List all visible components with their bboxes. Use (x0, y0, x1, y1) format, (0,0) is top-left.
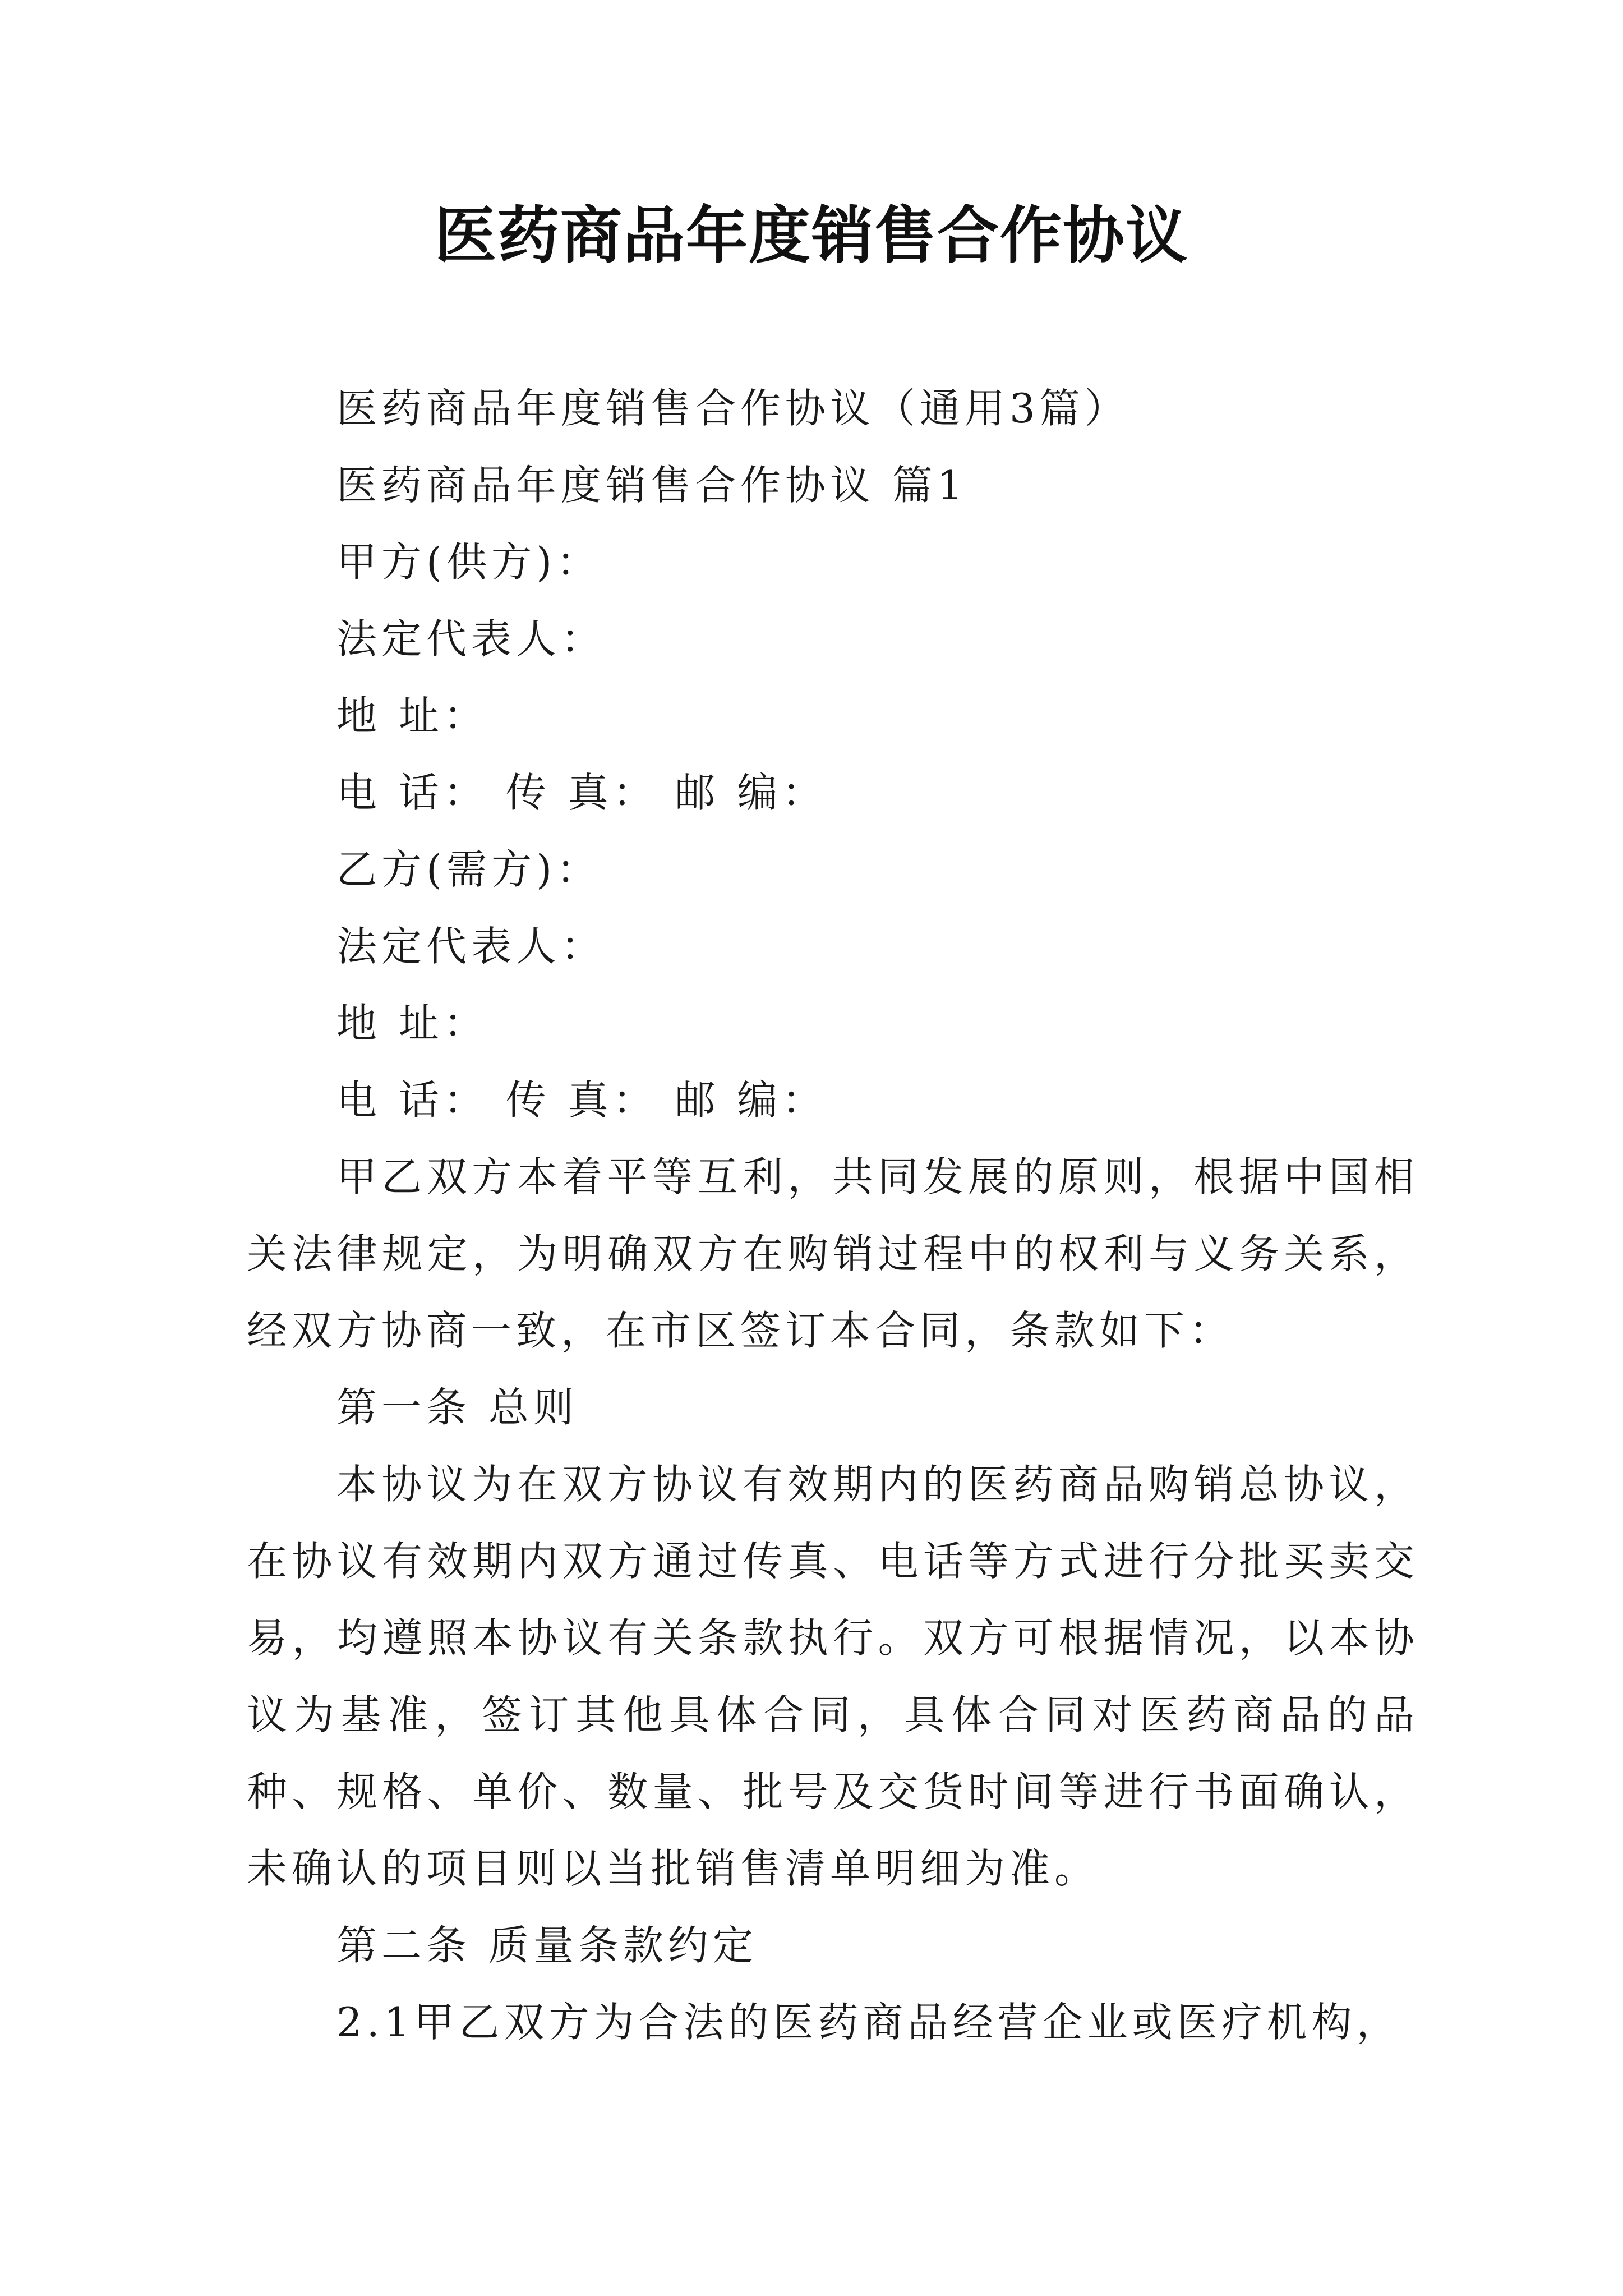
article1-heading: 第一条 总则 (336, 1384, 578, 1431)
part-heading: 医药商品年度销售合作协议 篇1 (336, 462, 967, 509)
document-subtitle: 医药商品年度销售合作协议（通用3篇） (336, 385, 1129, 432)
party-b-label: 乙方(需方)： (336, 846, 602, 893)
party-b-contact: 电 话： 传 真： 邮 编： (336, 1076, 827, 1124)
party-a-contact: 电 话： 传 真： 邮 编： (336, 769, 827, 816)
party-a-address: 地 址： (336, 692, 488, 739)
article2-heading: 第二条 质量条款约定 (336, 1922, 758, 1969)
party-a-label: 甲方(供方)： (336, 539, 602, 586)
article2-item1: 2.1甲乙双方为合法的医药商品经营企业或医疗机构， (336, 1999, 1401, 2046)
party-b-rep: 法定代表人： (336, 923, 606, 970)
document-title: 医药商品年度销售合作协议 (435, 200, 1188, 272)
party-a-rep: 法定代表人： (336, 615, 606, 662)
party-b-address: 地 址： (336, 1000, 488, 1047)
article1-paragraph: 本协议为在双方协议有效期内的医药商品购销总协议，在协议有效期内双方通过传真、电话等方式进行分批买卖交易，均遵照本协议有关条款执行。双方可根据情况，以本协议为基准，签订其他具体合同，具体合同对医药商品的品种、规格、单价、数量、批号及交货时间等进行书面确认，未确认的项目则以当批销售清单明细为准。 (247, 1461, 1419, 1892)
document-body (247, 370, 1419, 2061)
preamble-paragraph: 甲乙双方本着平等互利，共同发展的原则，根据中国相关法律规定，为明确双方在购销过程中的权利与义务关系，经双方协商一致，在市区签订本合同，条款如下： (247, 1153, 1419, 1354)
